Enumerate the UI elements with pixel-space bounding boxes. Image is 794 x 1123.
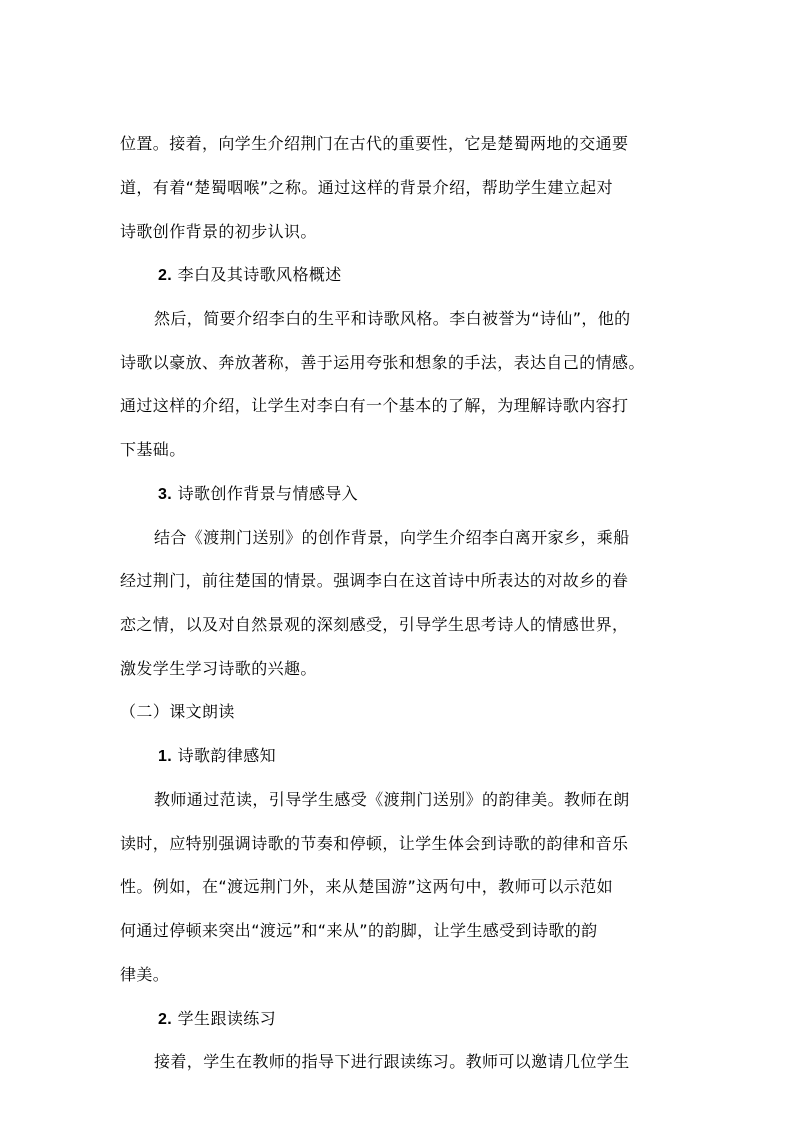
subheading-number: 2. — [158, 267, 173, 284]
subheading-text: 诗歌韵律感知 — [172, 746, 277, 765]
subheading — [158, 265, 342, 286]
subheading-text: 诗歌创作背景与情感导入 — [172, 484, 359, 503]
body-text-line: 下基础。 — [120, 440, 186, 459]
body-text-line: 何通过停顿来突出“渡远”和“来从”的韵脚，让学生感受到诗歌的韵 — [120, 921, 598, 940]
body-text-line: 性。例如，在“渡远荆门外，来从楚国游”这两句中，教师可以示范如 — [120, 877, 613, 896]
body-text-line: 读时，应特别强调诗歌的节奏和停顿，让学生体会到诗歌的韵律和音乐 — [120, 834, 629, 853]
body-text-line: 结合《渡荆门送别》的创作背景，向学生介绍李白离开家乡，乘船 — [154, 528, 630, 547]
subheading-text: 李白及其诗歌风格概述 — [172, 265, 342, 284]
subheading-text: 学生跟读练习 — [172, 1009, 277, 1028]
subheading — [158, 746, 276, 767]
body-text-line: 诗歌创作背景的初步认识。 — [120, 222, 317, 241]
body-text-line: 激发学生学习诗歌的兴趣。 — [120, 659, 317, 678]
body-text-line: 教师通过范读，引导学生感受《渡荆门送别》的韵律美。教师在朗 — [154, 790, 630, 809]
body-text-line: 接着，学生在教师的指导下进行跟读练习。教师可以邀请几位学生 — [154, 1052, 630, 1071]
subheading-number: 2. — [158, 1011, 173, 1028]
subheading — [158, 484, 358, 505]
section-heading: （二）课文朗读 — [120, 702, 235, 721]
body-text-line: 道，有着“楚蜀咽喉”之称。通过这样的背景介绍，帮助学生建立起对 — [120, 178, 613, 197]
body-text-line: 经过荆门，前往楚国的情景。强调李白在这首诗中所表达的对故乡的眷 — [120, 571, 629, 590]
subheading-number: 3. — [158, 486, 173, 503]
body-text-line: 诗歌以豪放、奔放著称，善于运用夸张和想象的手法，表达自己的情感。 — [120, 353, 645, 372]
body-text-line: 恋之情，以及对自然景观的深刻感受，引导学生思考诗人的情感世界， — [120, 615, 629, 634]
body-text-line: 然后，简要介绍李白的生平和诗歌风格。李白被誉为“诗仙”，他的 — [154, 309, 631, 328]
body-text-line: 律美。 — [120, 965, 170, 984]
body-text-line: 位置。接着，向学生介绍荆门在古代的重要性，它是楚蜀两地的交通要 — [120, 134, 629, 153]
body-text-line: 通过这样的介绍，让学生对李白有一个基本的了解，为理解诗歌内容打 — [120, 396, 629, 415]
subheading-number: 1. — [158, 748, 173, 765]
subheading — [158, 1009, 276, 1030]
